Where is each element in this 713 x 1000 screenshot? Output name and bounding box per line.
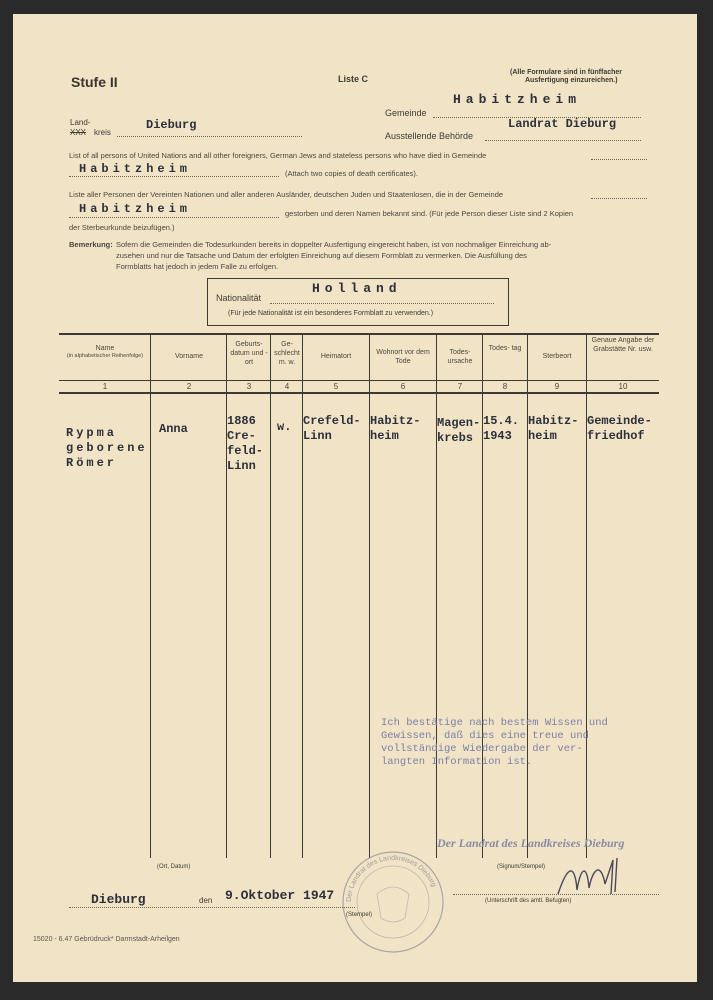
gemeinde-label: Gemeinde bbox=[385, 108, 427, 118]
header-vorname: Vorname bbox=[174, 353, 204, 360]
col-divider-5 bbox=[369, 333, 370, 858]
header-num-4: 4 bbox=[284, 382, 290, 391]
col-divider-3 bbox=[270, 333, 271, 858]
landkreis-label-top: Land- bbox=[70, 118, 91, 127]
header-num-8: 8 bbox=[502, 382, 508, 391]
header-num-3: 3 bbox=[246, 382, 252, 391]
header-num-5: 5 bbox=[333, 382, 339, 391]
nationality-value: Holland bbox=[312, 281, 402, 296]
stufe-heading: Stufe II bbox=[71, 74, 118, 90]
table-header-divider bbox=[59, 380, 659, 381]
footer-place: Dieburg bbox=[91, 892, 146, 907]
header-todesursache: Todes- ursache bbox=[447, 349, 473, 365]
intro-german-value-dotted bbox=[69, 217, 279, 218]
bemerkung-line3: Formblatts hat jedoch in jedem Falle zu erfolgen. bbox=[116, 262, 279, 271]
behoerde-value: Landrat Dieburg bbox=[508, 117, 617, 131]
signature-icon bbox=[553, 854, 633, 904]
header-num-7: 7 bbox=[457, 382, 463, 391]
cell-todestag: 15.4. 1943 bbox=[483, 414, 520, 443]
cell-heimatort: Crefeld- Linn bbox=[303, 414, 361, 443]
col-divider-4 bbox=[302, 333, 303, 858]
copies-note-line2: Ausfertigung einzureichen.) bbox=[525, 77, 618, 84]
ort-datum-label: (Ort, Datum) bbox=[157, 864, 191, 870]
table-top-border bbox=[59, 333, 659, 335]
header-wohnort: Wohnort vor dem Tode bbox=[376, 349, 430, 365]
landkreis-label-struck: XXX bbox=[70, 128, 87, 137]
nationality-note: (Für jede Nationalität ist ein besonderes Formblatt zu verwenden.) bbox=[228, 310, 434, 317]
header-num-2: 2 bbox=[186, 382, 192, 391]
header-num-10: 10 bbox=[618, 382, 628, 391]
header-sterbeort: Sterbeort bbox=[542, 353, 572, 360]
document-page bbox=[13, 14, 697, 982]
signature-stamp: Der Landrat des Landkreises Dieburg bbox=[437, 836, 625, 850]
header-heimatort: Heimatort bbox=[320, 353, 352, 360]
footer-date-dotted bbox=[69, 907, 355, 908]
header-geburt: Geburts- datum und -ort bbox=[230, 341, 268, 366]
landkreis-label: kreis bbox=[94, 128, 111, 137]
signum-label: (Signum/Stempel) bbox=[497, 864, 546, 870]
intro-english-line2: (Attach two copies of death certificates). bbox=[285, 169, 418, 178]
intro-german-line3: der Sterbeurkunde beizufügen.) bbox=[69, 223, 175, 232]
seal-text: Der Landrat des Landkreises Dieburg bbox=[345, 854, 437, 903]
header-num-1: 1 bbox=[102, 382, 108, 391]
copies-note-line1: (Alle Formulare sind in fünffacher bbox=[510, 69, 623, 76]
cell-sterbeort: Habitz- heim bbox=[528, 414, 579, 443]
footer-signature-dotted bbox=[453, 894, 659, 895]
cell-geschlecht: w. bbox=[277, 420, 292, 434]
intro-german-dotted bbox=[591, 198, 647, 199]
header-num-9: 9 bbox=[554, 382, 560, 391]
bemerkung-line1: Sofern die Gemeinden die Todesurkunden bereits in doppelter Ausfertigung eingereicht haben, ist von nochmaliger Einreichung ab- bbox=[116, 240, 552, 249]
landkreis-value: Dieburg bbox=[146, 118, 197, 132]
intro-english-line1: List of all persons of United Nations and all other foreigners, German Jews and stateless persons who have died in Gemeinde bbox=[69, 151, 487, 160]
col-divider-8 bbox=[527, 333, 528, 858]
header-name: Name (in alphabetischer Reihenfolge) bbox=[66, 345, 144, 359]
header-geschlecht: Ge- schlecht m. w. bbox=[274, 341, 300, 366]
intro-english-value-dotted bbox=[69, 176, 279, 177]
behoerde-dotted-line bbox=[485, 140, 641, 141]
footer-den: den bbox=[199, 896, 213, 905]
cell-name: Rypma geborene Römer bbox=[66, 426, 148, 470]
attestation-stamp: Ich bestätige nach bestem Wissen und Gewissen, daß dies eine treue und vollständige Wiedergabe der ver- langten Information ist. bbox=[381, 717, 608, 768]
cell-todesursache: Magen- krebs bbox=[437, 416, 481, 445]
cell-grabstaette: Gemeinde- friedhof bbox=[587, 414, 652, 443]
gemeinde-value: Habitzheim bbox=[453, 92, 582, 107]
liste-heading: Liste C bbox=[338, 74, 369, 84]
col-divider-7 bbox=[482, 333, 483, 858]
bemerkung-label: Bemerkung: bbox=[69, 240, 113, 249]
intro-english-gemeinde: Habitzheim bbox=[79, 162, 192, 176]
nationality-dotted bbox=[270, 303, 494, 304]
footer-unterschrift: (Unterschrift des amtl. Befugten) bbox=[485, 898, 572, 904]
intro-english-dotted bbox=[591, 159, 647, 160]
nationality-box bbox=[207, 278, 509, 326]
official-seal-icon bbox=[337, 846, 449, 958]
printer-imprint: 15020 - 6.47 Gebrüdruck* Darmstadt-Arheilgen bbox=[33, 936, 180, 943]
header-grabstaette: Genaue Angabe der Grabstätte Nr. usw. bbox=[591, 337, 655, 353]
intro-german-line2: gestorben und deren Namen bekannt sind. (Für jede Person dieser Liste sind 2 Kopien bbox=[285, 209, 574, 218]
landkreis-dotted-line bbox=[117, 136, 302, 137]
footer-stempel: (Stempel) bbox=[346, 912, 373, 918]
intro-german-gemeinde: Habitzheim bbox=[79, 202, 192, 216]
table-header-bottom bbox=[59, 392, 659, 394]
footer-date: 9.Oktober 1947 bbox=[225, 888, 335, 903]
col-divider-6 bbox=[436, 333, 437, 858]
cell-vorname: Anna bbox=[159, 422, 188, 436]
header-todestag: Todes- tag bbox=[488, 345, 522, 352]
cell-wohnort: Habitz- heim bbox=[370, 414, 421, 443]
header-num-6: 6 bbox=[400, 382, 406, 391]
nationality-label: Nationalität bbox=[216, 293, 262, 303]
col-divider-2 bbox=[226, 333, 227, 858]
col-divider-1 bbox=[150, 333, 151, 858]
cell-geburt: 1886 Cre- feld- Linn bbox=[227, 414, 264, 473]
behoerde-label: Ausstellende Behörde bbox=[385, 131, 474, 141]
col-divider-9 bbox=[586, 333, 587, 858]
intro-german-line1: Liste aller Personen der Vereinten Nationen und aller anderen Ausländer, deutschen Juden und Staatenlosen, die in der Gemeinde bbox=[69, 190, 504, 199]
bemerkung-line2: zusehen und nur die Tatsache und Datum der erfolgten Einreichung auf diesem Formblatt zu vermerken. Die Ausfüllung des bbox=[116, 251, 527, 260]
